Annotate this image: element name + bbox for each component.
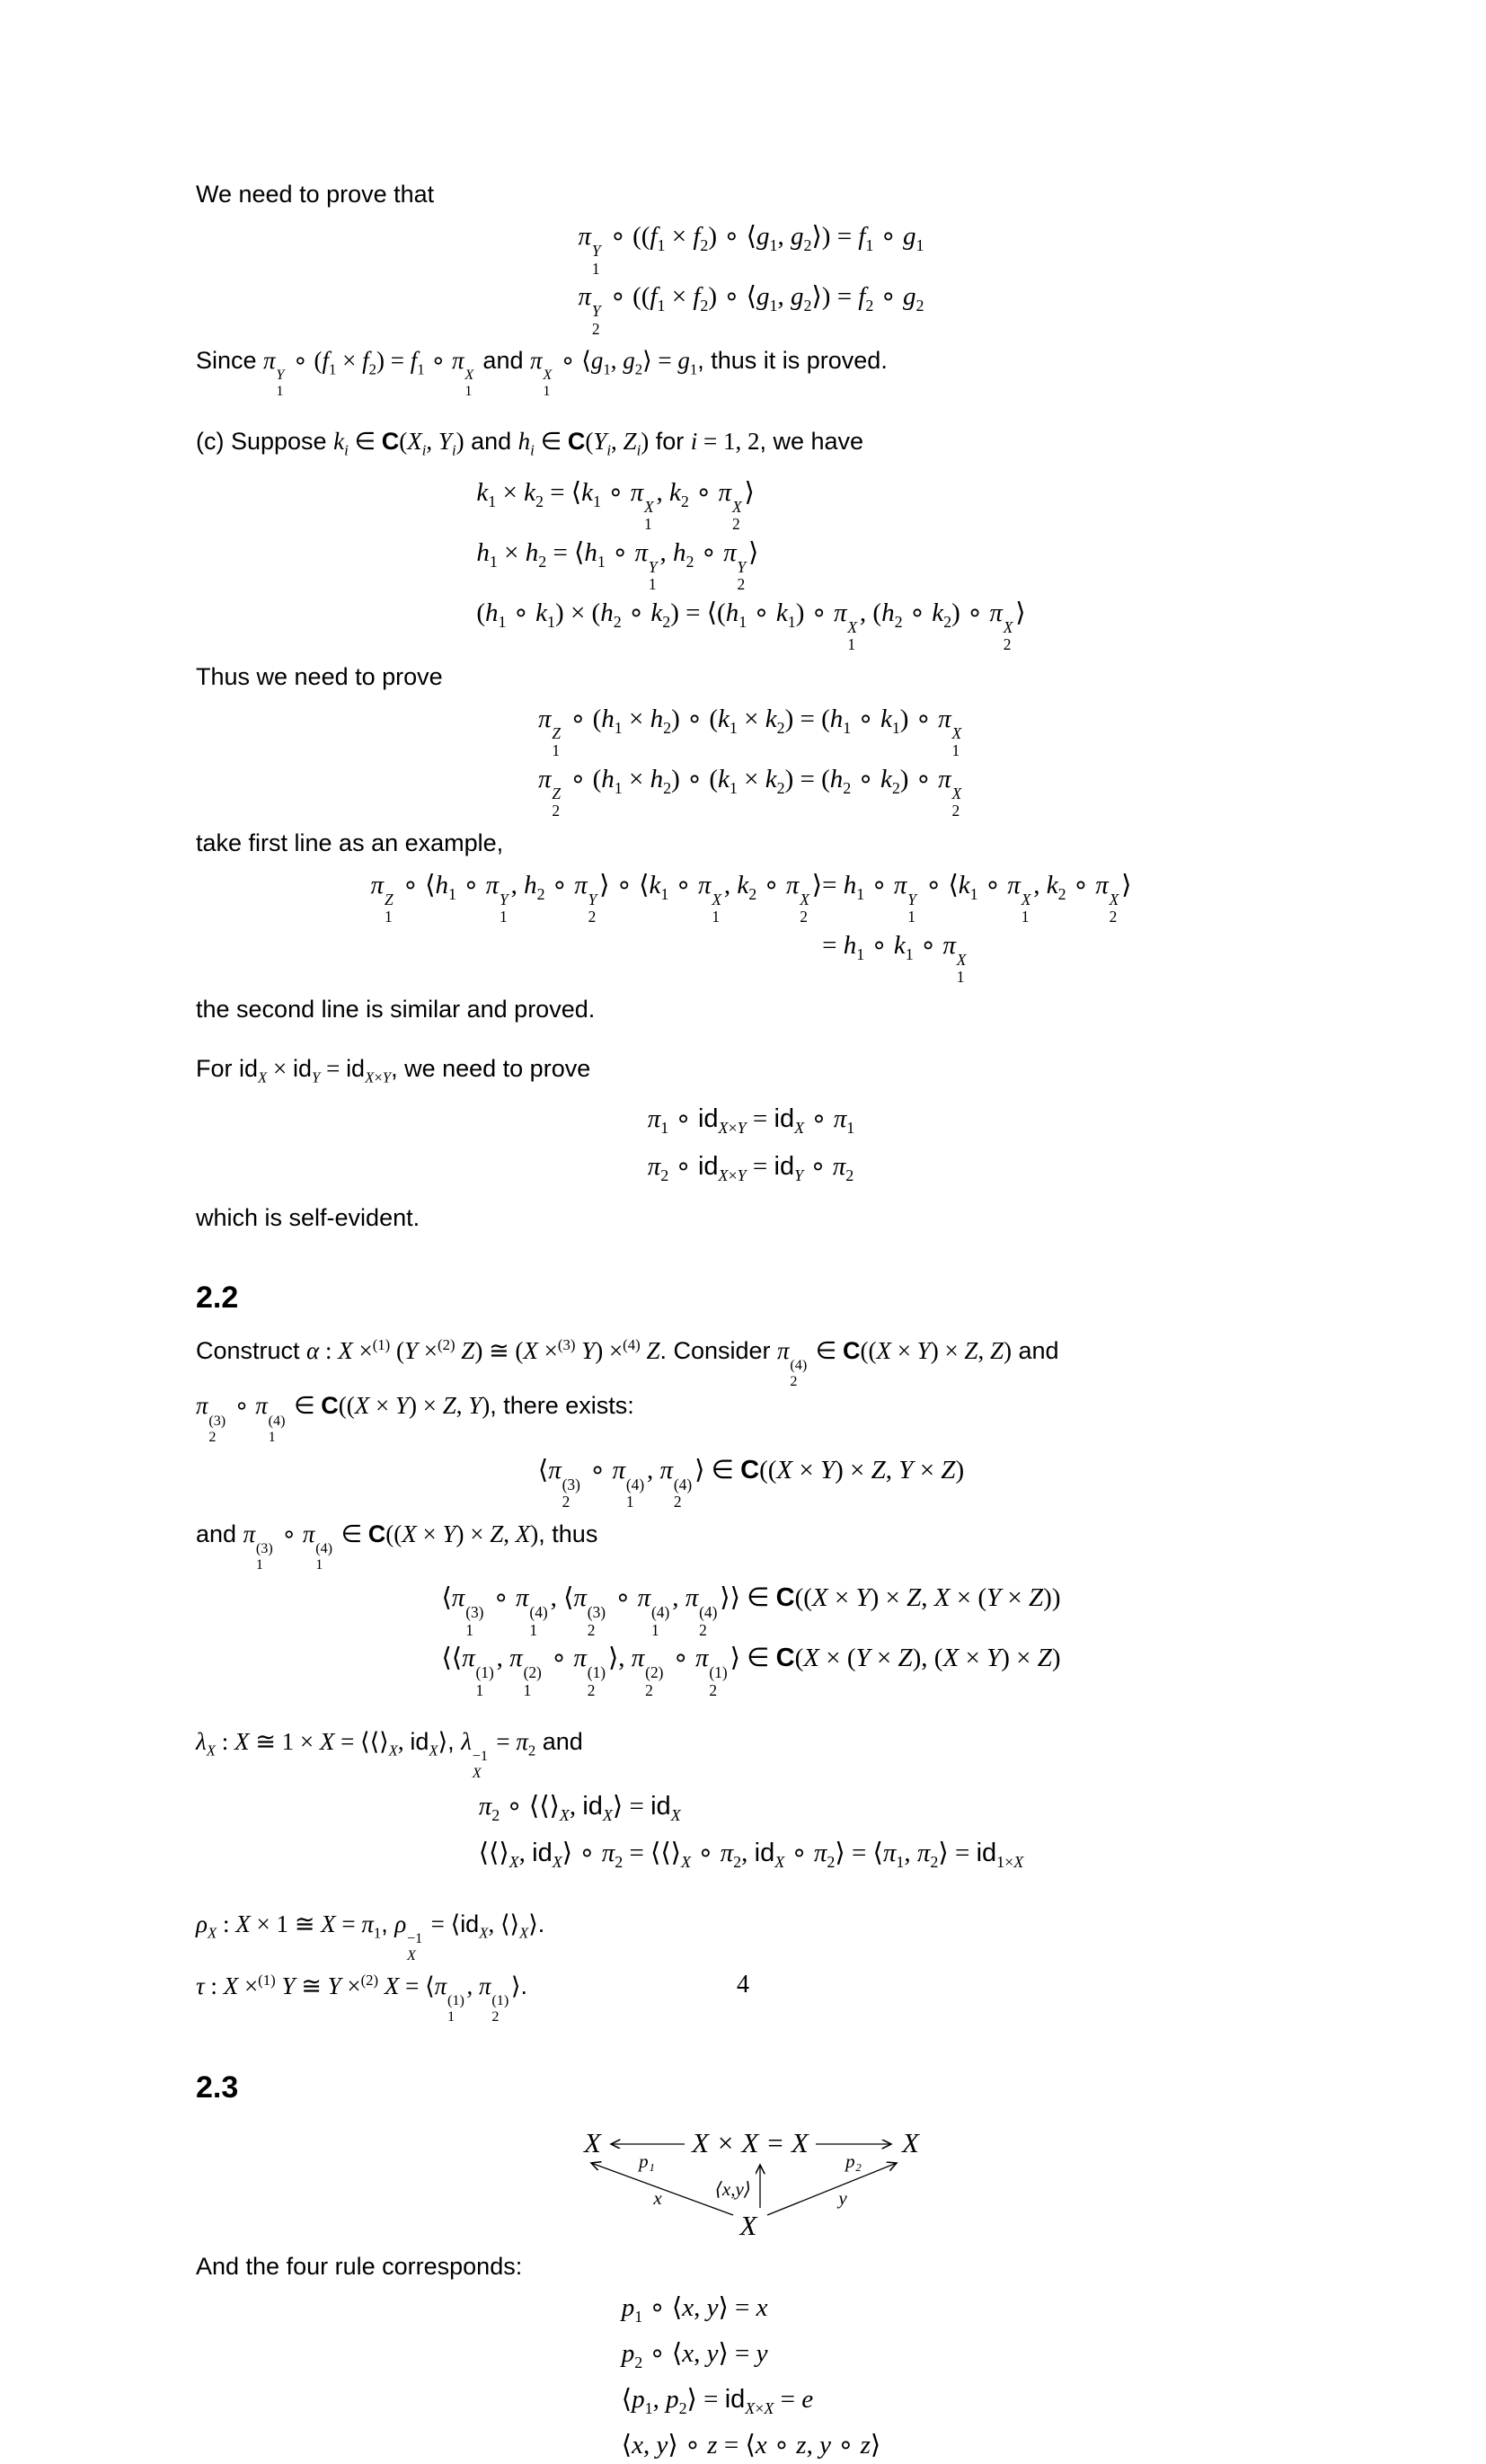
equation-group-prove-lines (538, 700, 964, 820)
diagram-product-xx (571, 2118, 931, 2250)
diagram-node-right: X (902, 2127, 919, 2159)
equation-line: ⟨⟨π (1) 1 , π (2) 1 ∘ π (1) 2 ⟩, π (2) 2 ∘ π (1) 2 ⟩ ∈ C(X × (Y × Z), (X × Y) × Z) (441, 1644, 1061, 1699)
paragraph-and-thus: and π (3) 1 ∘ π (4) 1 ∈ C((X × Y) × Z, X), thus (196, 1520, 598, 1573)
equation-line: π Y 2 ∘ ($(f_1 \times f_2)$ ∘ $⟨g_1$, $g_2⟩) = f_2$ ∘ $g_2$ (578, 282, 924, 338)
section-heading-2-3: 2.3 (196, 2070, 239, 2105)
paragraph-construct-alpha: Construct α : X ×$^{(1)}$ (Y ×$^{(2)}$ Z) ≅ (X ×$^{(3)}$ Y) ×$^{(4)}$ Z. Consider π (4) 2 ∈ C((X × Y) × Z, Z) and π (3) 2 ∘ π (4) 1 ∈ C((X × Y) × Z, Y), there exists: (196, 1335, 1059, 1445)
equation-line: π Z 1 ∘ $(h_1 \times h_2)$ ∘ $(k_1 \times k_2) = (h_1$ ∘ $k_1$) ∘ π X 1 (537, 704, 962, 760)
equation-line: π Y 1 ∘ ($(f_1 \times f_2)$ ∘ $⟨g_1$, $g_2⟩) = f_1$ ∘ $g_1$ (578, 222, 924, 278)
equation-line: ⟨π (3) 1 ∘ π (4) 1 , ⟨π (3) 2 ∘ π (4) 1 , π (4) 2 ⟩⟩ ∈ C((X × Y) × Z, X × (Y × Z)) (441, 1583, 1061, 1639)
equation-rhs: = $h_1$ ∘ $k_1$ ∘ π X 1 (822, 930, 967, 987)
equation-line: $⟨p_1$, $p_2⟩ = id_{X\times X} = e$ (621, 2384, 814, 2417)
arrow-y (767, 2163, 897, 2215)
paragraph-rho-tau: $\rho_X$ : X × 1 ≅ $X = \pi_1$, ρ −1 X = $⟨id_X$, $⟨⟩_X⟩$. τ : X ×$^{(1)}$ Y ≅ Y ×$^{(2)}$ X = ⟨π (1) 1 , π (1) 2 ⟩. (196, 1910, 545, 2025)
equation-line: $p_2$ ∘ ⟨x, y⟩ = y (621, 2338, 768, 2371)
equation-line: π Z 2 ∘ $(h_1 \times h_2)$ ∘ $(k_1 \times k_2) = (h_2$ ∘ $k_2$) ∘ π X 2 (537, 764, 962, 820)
equation-group-exists (538, 1451, 964, 1511)
paragraph-we-need-to-prove: We need to prove that (196, 181, 435, 208)
paragraph-for-id: For $id_X \times id_Y = id_{X\times Y}$, we need to prove (196, 1054, 591, 1086)
diagram-node-left: X (584, 2127, 601, 2159)
arrow-y-label: y (838, 2187, 847, 2210)
arrow-x-label: x (653, 2187, 662, 2210)
paragraph-since-proved: Since π Y 1 ∘ $(f_1 \times f_2) = f_1$ ∘ π X 1 and π X 1 ∘ $⟨g_1$, $g_2⟩ = g_1$, thus it is proved. (196, 347, 888, 400)
equation-group-identity (648, 1100, 854, 1195)
equation-line: ⟨x, y⟩ ∘ z = ⟨x ∘ z, y ∘ z⟩ (621, 2430, 881, 2460)
equation-line: $\pi_2$ ∘ $⟨⟨⟩_X$, $id_X⟩ = id_X$ (478, 1791, 681, 1824)
equation-group-unitor (479, 1787, 1024, 1883)
equation-line: $\pi_1$ ∘ $id_{X\times Y} = id_X$ ∘ $\pi_1$ (647, 1104, 855, 1138)
paragraph-self-evident: which is self-evident. (196, 1203, 420, 1231)
paragraph-thus-we-need-to-prove: Thus we need to prove (196, 662, 443, 690)
equation-line: $h_1 \times h_2$ = $⟨h_1$ ∘ π Y 1 , $h_2$ ∘ π Y 2 ⟩ (476, 537, 759, 594)
diagram-node-bottom: X (739, 2210, 757, 2242)
equation-rhs: = $h_1$ ∘ π Y 1 ∘ $⟨k_1$ ∘ π X 1 , $k_2$ ∘ π X 2 ⟩ (822, 870, 1132, 926)
diagram-node-center: X × X = X (692, 2127, 809, 2159)
equation-line: $\pi_2$ ∘ $id_{X\times Y} = id_Y$ ∘ $\pi_2$ (647, 1152, 854, 1184)
arrow-x (591, 2163, 733, 2215)
equation-group-aligned-derivation (371, 866, 1132, 987)
arrow-pairing-label: ⟨x,y⟩ (714, 2178, 751, 2201)
equation-group-associativity (441, 1579, 1060, 1699)
paragraph-second-line-similar: the second line is similar and proved. (196, 995, 596, 1023)
equation-group-products-kh (476, 474, 1025, 654)
paragraph-four-rules: And the four rule corresponds: (196, 2253, 523, 2281)
paragraph-take-first-line: take first line as an example, (196, 829, 504, 856)
arrow-p2-label: p₂ (845, 2150, 862, 2173)
section-heading-2-2: 2.2 (196, 1280, 239, 1315)
equation-line: $k_1 \times k_2$ = $⟨k_1$ ∘ π X 1 , $k_2$ ∘ π X 2 ⟩ (476, 477, 755, 534)
equation-line: $p_1$ ∘ ⟨x, y⟩ = x (621, 2293, 768, 2326)
page-number: 4 (737, 1971, 749, 1999)
equation-lhs: π Z 1 ∘ $⟨h_1$ ∘ π Y 1 , $h_2$ ∘ π Y 2 ⟩ ∘ $⟨k_1$ ∘ π X 1 , $k_2$ ∘ π X 2 ⟩ (370, 870, 823, 926)
paragraph-lambda: $\lambda_X$ : X ≅ $1 \times X = ⟨⟨⟩_X$, $id_X⟩$, λ −1 X = $\pi_2$ and (196, 1728, 583, 1781)
equation-line: ($h_1$ ∘ $k_1) \times (h_2$ ∘ $k_2$) = $⟨(h_1$ ∘ $k_1$) ∘ π X 1 , ($h_2$ ∘ $k_2$) ∘ π X 2 ⟩ (476, 598, 1026, 654)
equation-lhs-empty (371, 926, 823, 987)
equation-group-projections-fg (579, 217, 924, 338)
arrow-p1-label: p₁ (639, 2150, 655, 2173)
equation-group-four-rules (622, 2290, 881, 2463)
equation-line: ⟨π (3) 2 ∘ π (4) 1 , π (4) 2 ⟩ ∈ C((X × Y) × Z, Y × Z) (537, 1455, 965, 1511)
paragraph-c-suppose: (c) Suppose $k_i$ ∈ $C(X_i$, $Y_i$) and $h_i$ ∈ $C(Y_i$, $Z_i$) for i = 1, 2, we have (196, 428, 864, 459)
equation-line: $⟨⟨⟩_X$, $id_X⟩$ ∘ $\pi_2$ = $⟨⟨⟩_X$ ∘ $\pi_2$, $id_X$ ∘ $\pi_2⟩$ = $⟨\pi_1$, $\pi_2⟩ = id_{1\times X}$ (478, 1839, 1024, 1872)
